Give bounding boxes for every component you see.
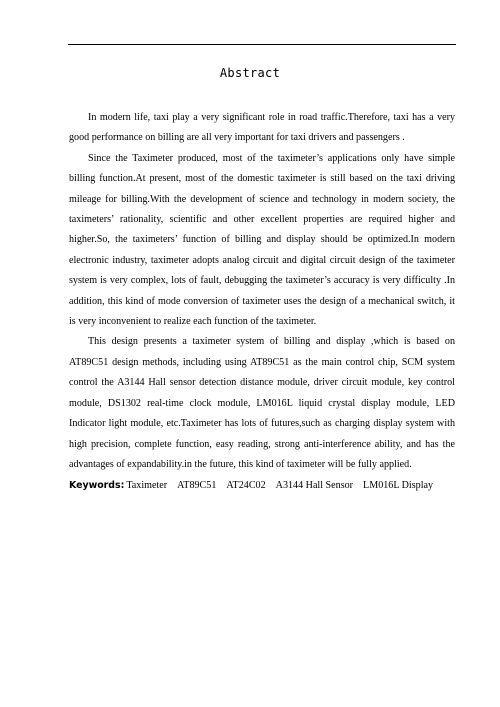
keyword-item: AT24C02: [226, 480, 266, 491]
keyword-item: A3144 Hall Sensor: [275, 480, 354, 491]
keywords-label: Keywords:: [69, 480, 125, 491]
keyword-item: Taximeter: [126, 480, 168, 491]
abstract-title: Abstract: [219, 66, 281, 80]
paragraph-3: This design presents a taximeter system of billing and display ,which is based on AT89C51 design methods, including using AT89C51 as the main control chip, SCM system control the A3144 Hall sensor detection distance module, driver circuit module, key control module, DS1302 real-time clock module, LM016L liquid crystal display module, LED Indicator light module, etc.Taximeter has lots of futures,such as charging display system with high precision, complete function, easy reading, strong anti-interference ability, and has the advantages of expandability.in the future, this kind of taximeter will be fully applied.: [69, 336, 455, 470]
paragraph-2: Since the Taximeter produced, most of the taximeter’s applications only have simple billing function.At present, most of the domestic taximeter is still based on the taxi driving mileage for billing.With the development of science and technology in modern society, the taximeters’ rationality, scientific and other excellent properties are required higher and higher.So, the taximeters’ function of billing and display should be optimized.In modern electronic industry, taximeter adopts analog circuit and digital circuit design of the taximeter system is very complex, lots of fault, debugging the taximeter’s accuracy is very difficulty .In addition, this kind of mode conversion of taximeter uses the design of a mechanical switch, it is very inconvenient to realize each function of the taximeter.: [69, 152, 455, 328]
keyword-item: AT89C51: [177, 480, 217, 491]
abstract-body: [69, 108, 455, 475]
keywords-line: [69, 479, 459, 493]
keyword-item: LM016L Display: [363, 480, 434, 491]
header-rule: [68, 44, 456, 45]
paragraph-1: In modern life, taxi play a very significant role in road traffic.Therefore, taxi has a very good performance on billing are all very important for taxi drivers and passengers .: [69, 112, 455, 144]
